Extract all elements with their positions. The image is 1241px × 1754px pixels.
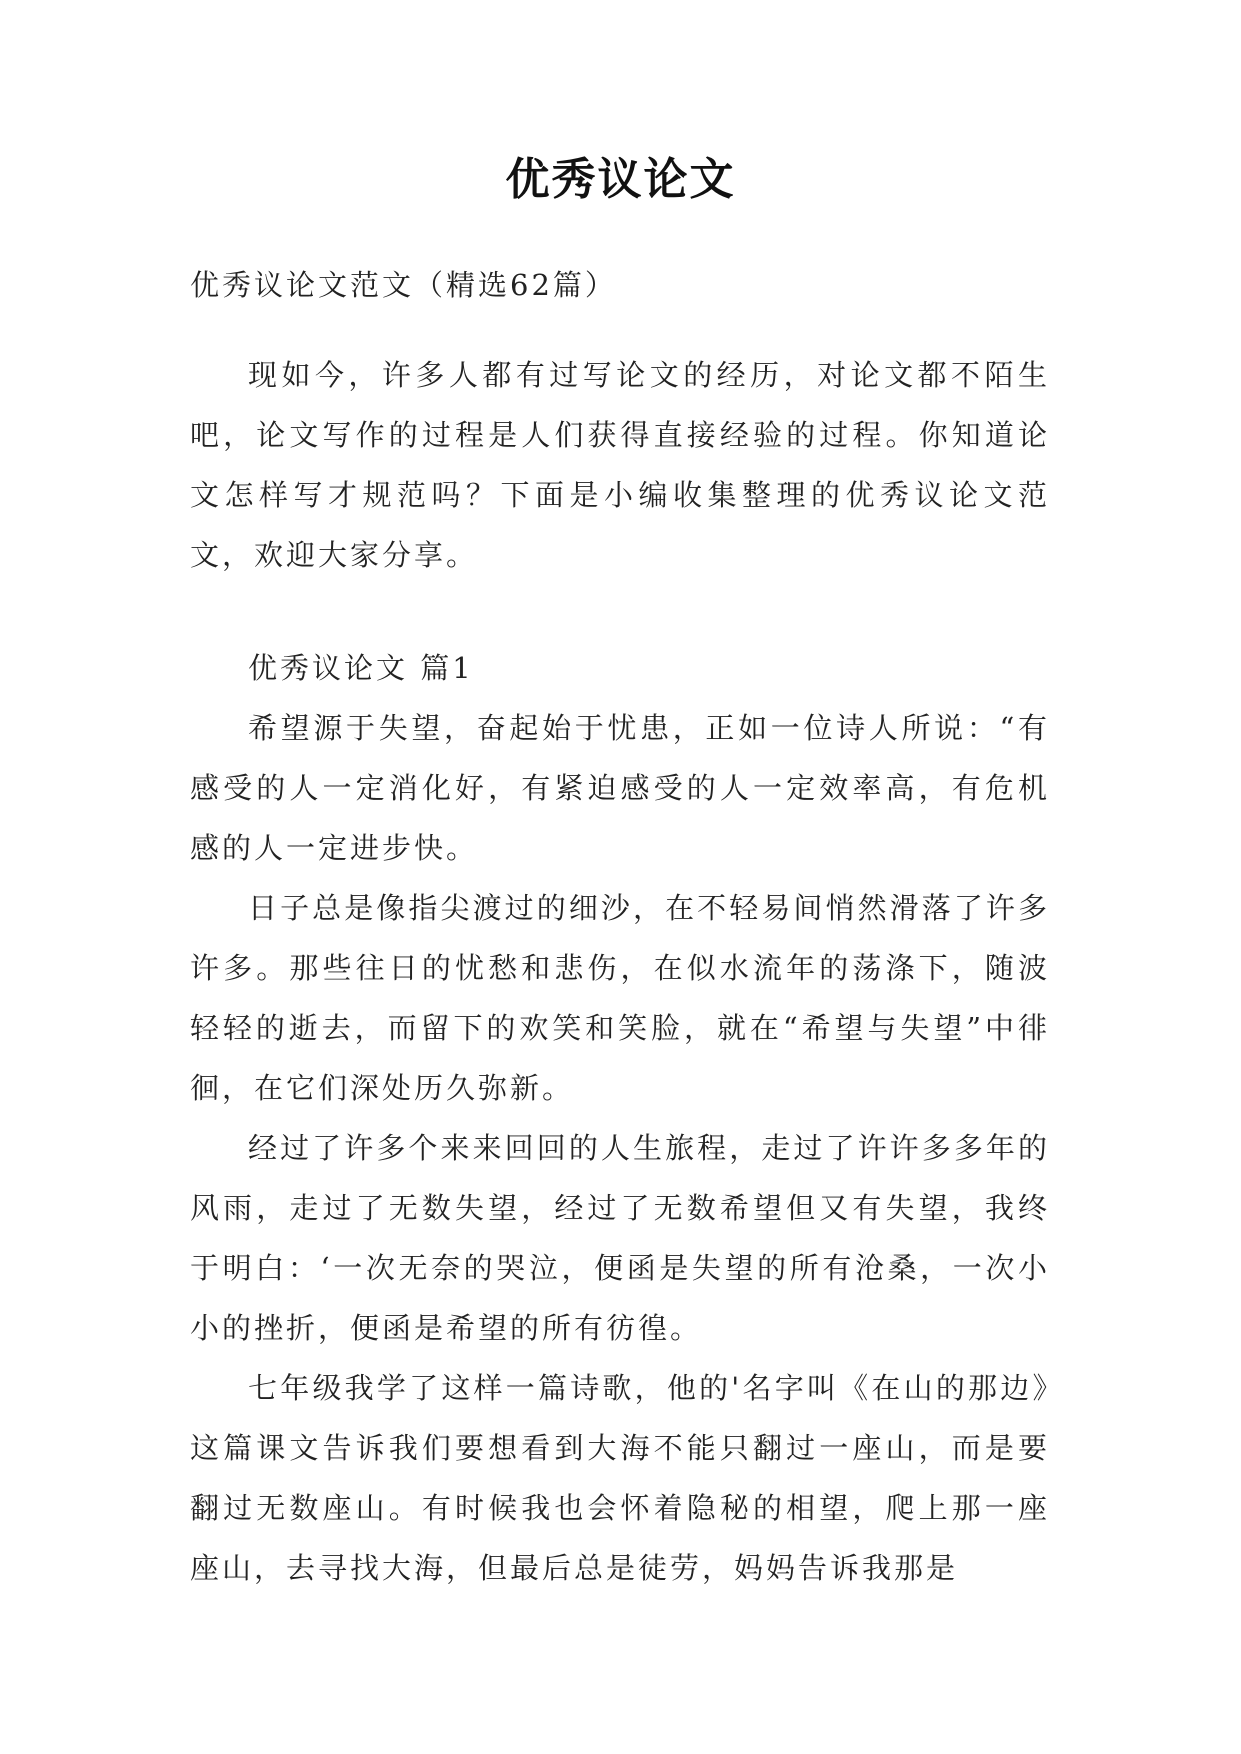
body-paragraph-3: 经过了许多个来来回回的人生旅程，走过了许许多多年的风雨，走过了无数失望，经过了无数希望但又有失望，我终于明白：‘一次无奈的哭泣，便函是失望的所有沧桑，一次小小的挫折，便函是希望的所有彷徨。: [190, 1131, 1050, 1345]
document-subtitle: 优秀议论文范文（精选62篇）: [190, 268, 617, 302]
body-paragraph-2: 日子总是像指尖渡过的细沙，在不轻易间悄然滑落了许多许多。那些往日的忧愁和悲伤，在似水流年的荡涤下，随波轻轻的逝去，而留下的欢笑和笑脸，就在“希望与失望”中徘徊，在它们深处历久弥新。: [190, 891, 1050, 1105]
intro-paragraph: 现如今，许多人都有过写论文的经历，对论文都不陌生吧，论文写作的过程是人们获得直接经验的过程。你知道论文怎样写才规范吗？下面是小编收集整理的优秀议论文范文，欢迎大家分享。: [190, 358, 1050, 572]
body-paragraph-1: 希望源于失望，奋起始于忧患，正如一位诗人所说：“有感受的人一定消化好，有紧迫感受的人一定效率高，有危机感的人一定进步快。: [190, 711, 1050, 865]
intro-block: [190, 345, 1050, 585]
body-paragraph-4: 七年级我学了这样一篇诗歌，他的'名字叫《在山的那边》这篇课文告诉我们要想看到大海不能只翻过一座山，而是要翻过无数座山。有时候我也会怀着隐秘的相望，爬上那一座座山，去寻找大海，但最后总是徒劳，妈妈告诉我那是: [190, 1371, 1050, 1585]
section-heading: 优秀议论文 篇1: [248, 651, 474, 685]
section-1: [190, 638, 1050, 1598]
document-title: 优秀议论文: [505, 154, 736, 205]
